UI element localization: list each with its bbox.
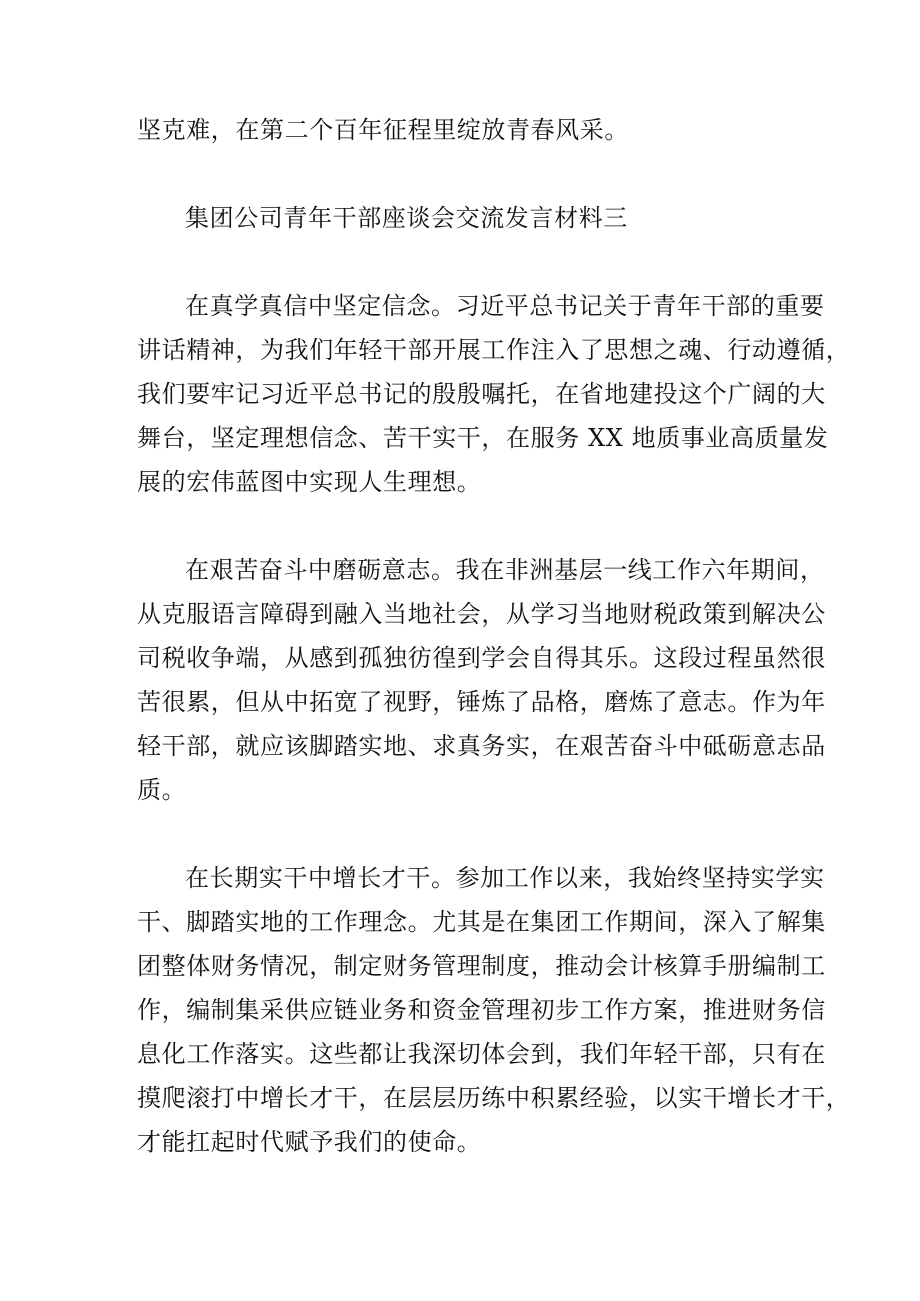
paragraph-line: 我们要牢记习近平总书记的殷殷嘱托，在省地建投这个广阔的大 <box>137 380 826 408</box>
paragraph-line: 息化工作落实。这些都让我深切体会到，我们年轻干部，只有在 <box>137 1040 826 1068</box>
paragraph-line: 才能扛起时代赋予我们的使命。 <box>137 1128 482 1156</box>
paragraph-line: 在真学真信中坚定信念。习近平总书记关于青年干部的重要 <box>185 292 825 320</box>
paragraph-line: 质。 <box>137 776 187 804</box>
paragraph-line: 展的宏伟蓝图中实现人生理想。 <box>137 468 482 496</box>
paragraph-line: 苦很累，但从中拓宽了视野，锤炼了品格，磨炼了意志。作为年 <box>137 688 826 716</box>
continuation-line: 坚克难，在第二个百年征程里绽放青春风采。 <box>137 116 629 144</box>
paragraph-line: 舞台，坚定理想信念、苦干实干，在服务 XX 地质事业高质量发 <box>137 424 829 452</box>
paragraph-line: 摸爬滚打中增长才干，在层层历练中积累经验，以实干增长才干， <box>137 1084 851 1112</box>
paragraph-line: 在长期实干中增长才干。参加工作以来，我始终坚持实学实 <box>185 864 825 892</box>
paragraph-line: 从克服语言障碍到融入当地社会，从学习当地财税政策到解决公 <box>137 600 826 628</box>
paragraph-line: 讲话精神，为我们年轻干部开展工作注入了思想之魂、行动遵循， <box>137 336 851 364</box>
paragraph-line: 干、脚踏实地的工作理念。尤其是在集团工作期间，深入了解集 <box>137 908 826 936</box>
paragraph-line: 在艰苦奋斗中磨砺意志。我在非洲基层一线工作六年期间， <box>185 556 825 584</box>
paragraph-line: 司税收争端，从感到孤独彷徨到学会自得其乐。这段过程虽然很 <box>137 644 826 672</box>
paragraph-line: 轻干部，就应该脚踏实地、求真务实，在艰苦奋斗中砥砺意志品 <box>137 732 826 760</box>
paragraph-line: 团整体财务情况，制定财务管理制度，推动会计核算手册编制工 <box>137 952 826 980</box>
paragraph-line: 作，编制集采供应链业务和资金管理初步工作方案，推进财务信 <box>137 996 826 1024</box>
section-heading: 集团公司青年干部座谈会交流发言材料三 <box>185 204 628 232</box>
